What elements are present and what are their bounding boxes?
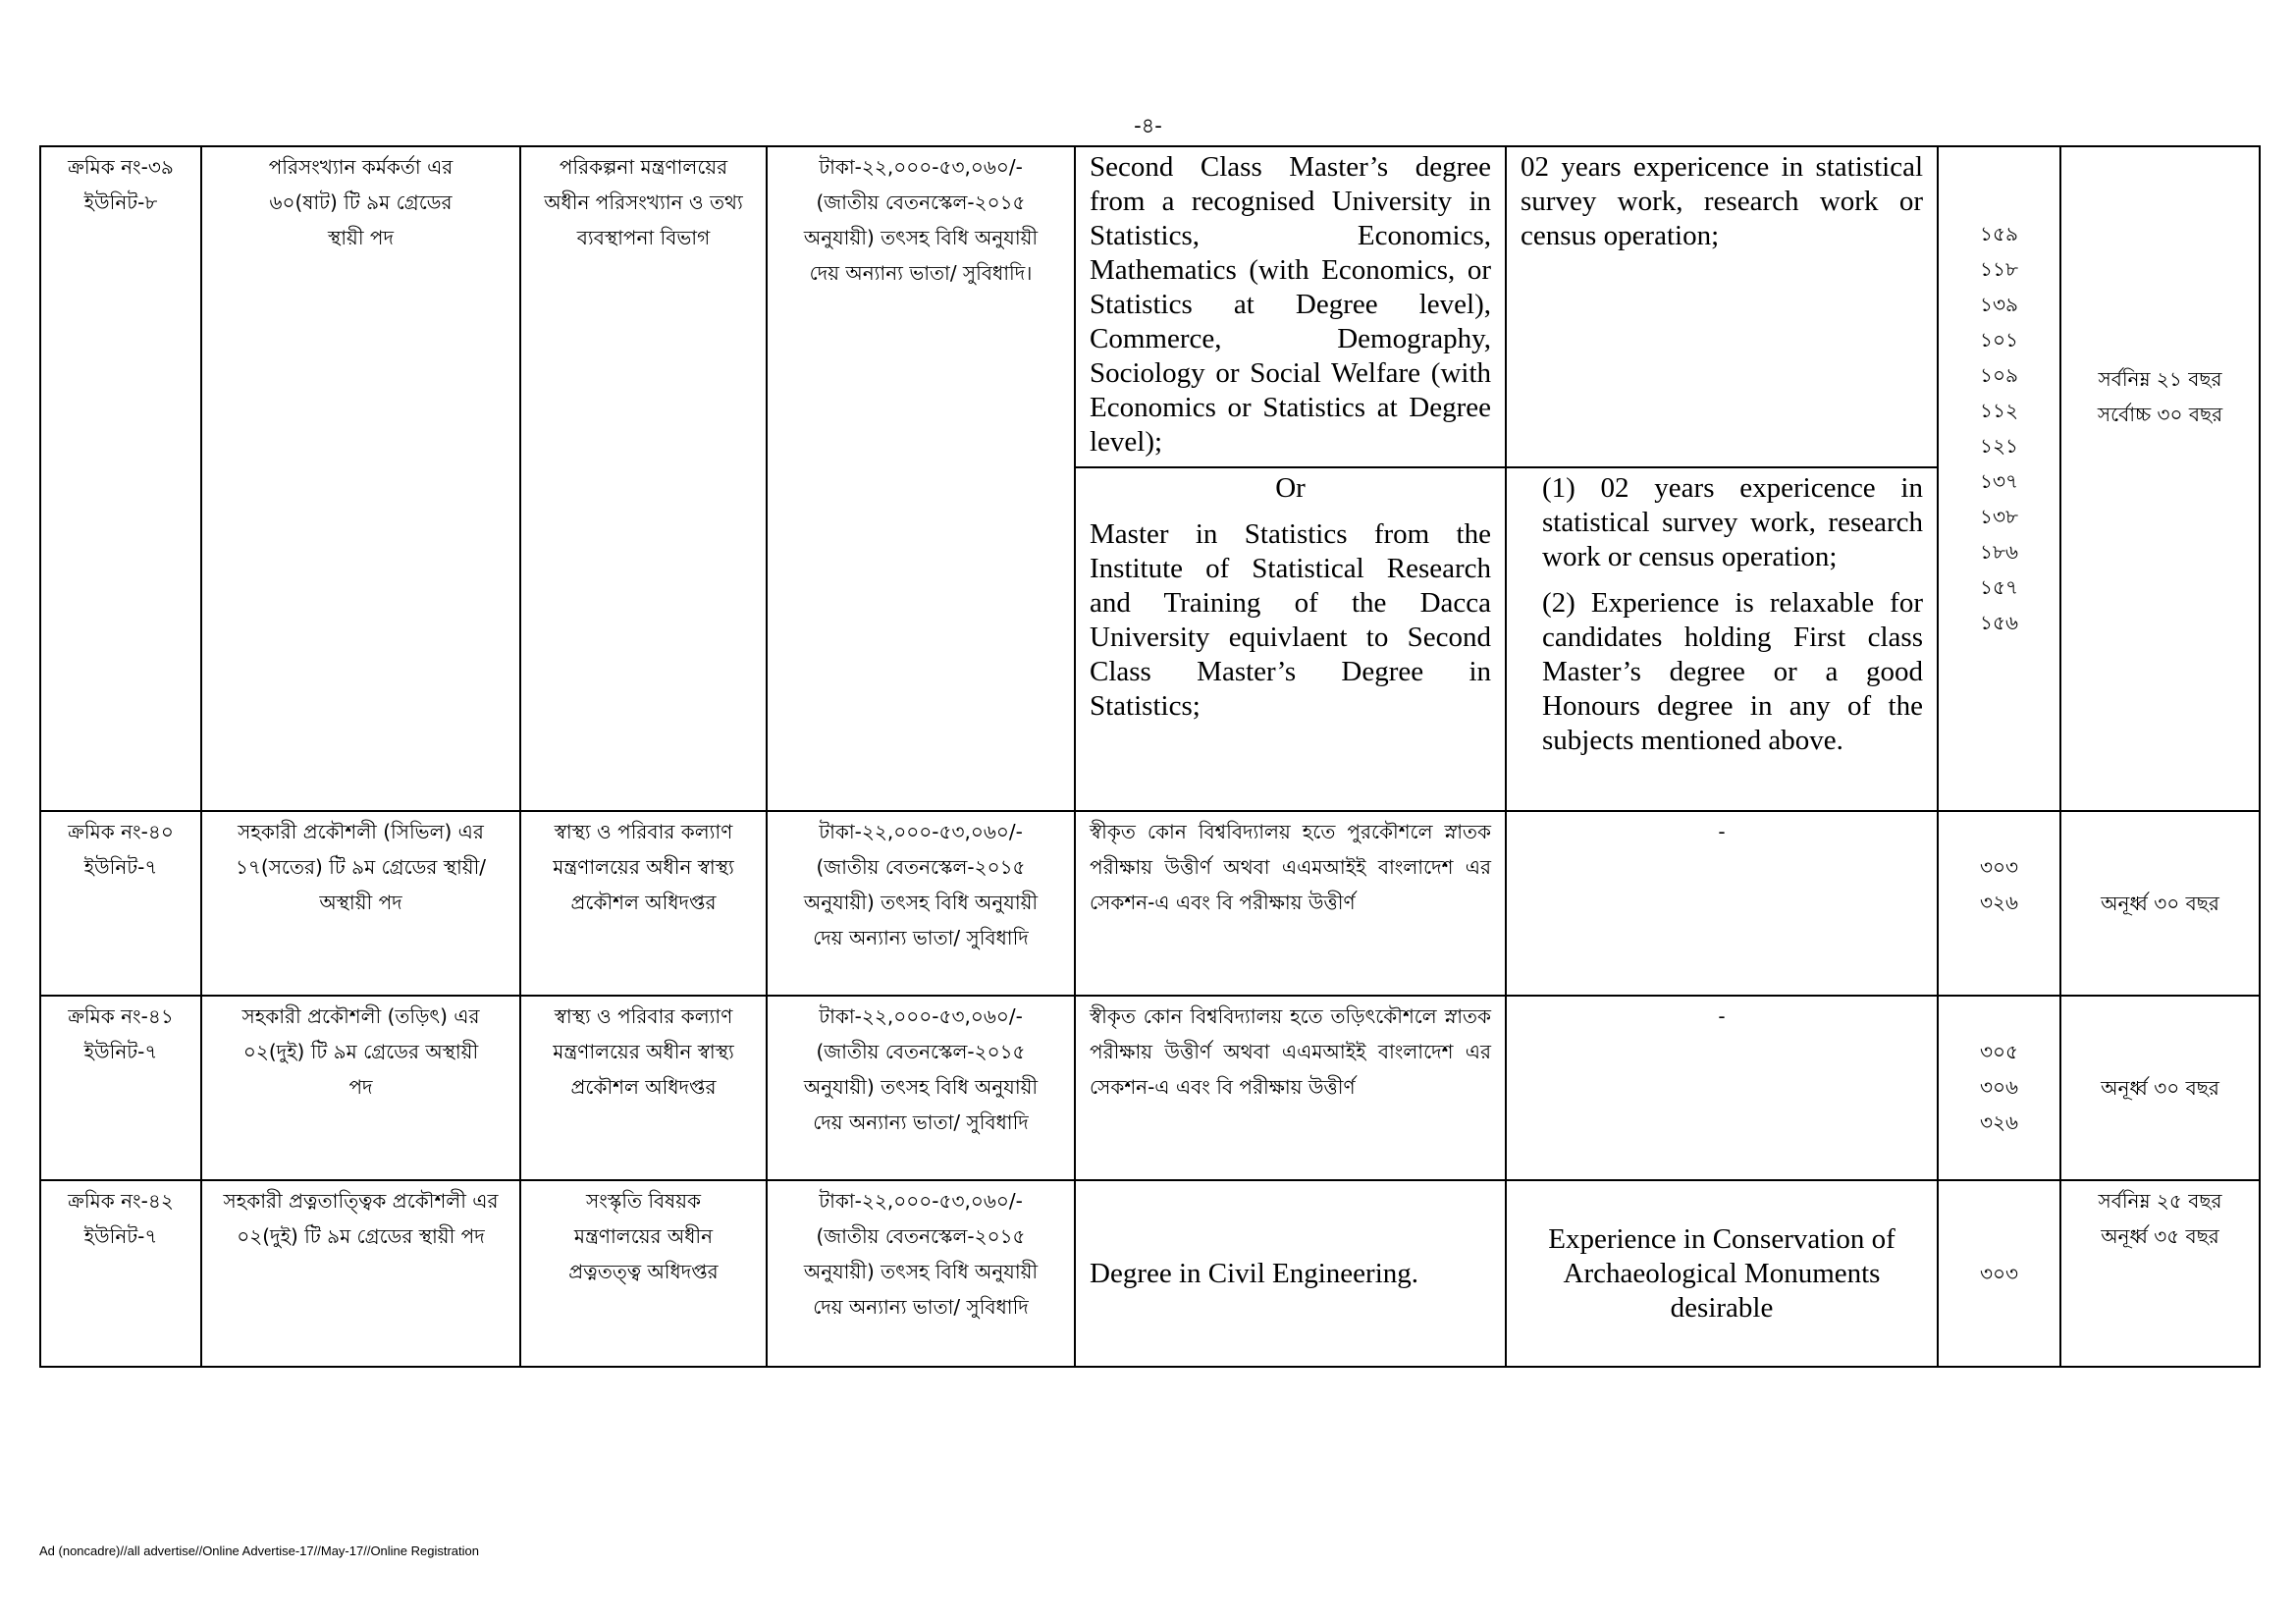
- subject-code: ১৫৬: [1980, 611, 2018, 634]
- subject-codes-cell: [1938, 146, 2060, 811]
- pay-scale-cell: টাকা-২২,০০০-৫৩,০৬০/- (জাতীয় বেতনস্কেল-২০১৫ অনুযায়ী) তৎসহ বিধি অনুযায়ী দেয় অন্যান্য ভাতা/ সুবিধাদি: [767, 1180, 1075, 1367]
- qualification-cell: Degree in Civil Engineering.: [1075, 1180, 1506, 1367]
- qualification-cell: স্বীকৃত কোন বিশ্ববিদ্যালয় হতে তড়িৎকৌশলে স্নাতক পরীক্ষায় উত্তীর্ণ অথবা এএমআইই বাংলাদেশ এর সেকশন-এ এবং বি পরীক্ষায় উত্তীর্ণ: [1075, 996, 1506, 1180]
- experience-cell: 02 years expericence in statistical survey work, research work or census operation;: [1506, 146, 1938, 467]
- ministry-cell: সংস্কৃতি বিষয়ক মন্ত্রণালয়ের অধীন প্রত্নতত্ত্ব অধিদপ্তর: [520, 1180, 767, 1367]
- ministry-cell: স্বাস্থ্য ও পরিবার কল্যাণ মন্ত্রণালয়ের অধীন স্বাস্থ্য প্রকৌশল অধিদপ্তর: [520, 811, 767, 996]
- subject-codes-cell: [1938, 996, 2060, 1180]
- subject-code: ১৩৯: [1980, 293, 2018, 316]
- experience-cell: Experience in Conservation of Archaeological Monuments desirable: [1506, 1180, 1938, 1367]
- table-row: [40, 146, 2260, 467]
- subject-code: ১১২: [1980, 399, 2018, 422]
- subject-code: ১১৮: [1980, 257, 2018, 281]
- code-list: [1945, 216, 2054, 640]
- serial-cell: ক্রমিক নং-৪০ ইউনিট-৭: [40, 811, 201, 996]
- age-limit-cell: অনূর্ধ্ব ৩০ বছর: [2060, 996, 2260, 1180]
- qualification-cell: Second Class Master’s degree from a recognised University in Statistics, Economics, Mathematics (with Economics, or Statistics at Degree level), Commerce, Demography, Sociology or Social Welfare (with Economics or Statistics at Degree level);: [1075, 146, 1506, 467]
- subject-code: ১২১: [1980, 434, 2018, 458]
- subject-code: ১০৯: [1980, 363, 2018, 387]
- subject-code: ১৫৯: [1980, 222, 2018, 245]
- pay-scale-cell: টাকা-২২,০০০-৫৩,০৬০/- (জাতীয় বেতনস্কেল-২০১৫ অনুযায়ী) তৎসহ বিধি অনুযায়ী দেয় অন্যান্য ভাতা/ সুবিধাদি।: [767, 146, 1075, 811]
- ministry-cell: স্বাস্থ্য ও পরিবার কল্যাণ মন্ত্রণালয়ের অধীন স্বাস্থ্য প্রকৌশল অধিদপ্তর: [520, 996, 767, 1180]
- subject-codes-cell: [1938, 811, 2060, 996]
- age-limit-cell: অনূর্ধ্ব ৩০ বছর: [2060, 811, 2260, 996]
- qualification-cell: স্বীকৃত কোন বিশ্ববিদ্যালয় হতে পুরকৌশলে স্নাতক পরীক্ষায় উত্তীর্ণ অথবা এএমআইই বাংলাদেশ এর সেকশন-এ এবং বি পরীক্ষায় উত্তীর্ণ: [1075, 811, 1506, 996]
- post-cell: সহকারী প্রকৌশলী (তড়িৎ) এর ০২(দুই) টি ৯ম গ্রেডের অস্থায়ী পদ: [201, 996, 520, 1180]
- table-row: [40, 996, 2260, 1180]
- subject-code: ১৩৮: [1980, 505, 2018, 528]
- serial-cell: ক্রমিক নং-৪১ ইউনিট-৭: [40, 996, 201, 1180]
- experience-cell: -: [1506, 811, 1938, 996]
- experience-clause-1: (1) 02 years expericence in statistical survey work, research work or census operation;: [1542, 472, 1923, 572]
- table-row: [40, 811, 2260, 996]
- subject-code: ৩০৫: [1980, 1040, 2018, 1063]
- qualification-alt-cell: [1075, 467, 1506, 811]
- pay-scale-cell: টাকা-২২,০০০-৫৩,০৬০/- (জাতীয় বেতনস্কেল-২০১৫ অনুযায়ী) তৎসহ বিধি অনুযায়ী দেয় অন্যান্য ভাতা/ সুবিধাদি: [767, 996, 1075, 1180]
- subject-code: ১৫৭: [1980, 575, 2018, 599]
- subject-code: ৩২৬: [1979, 1110, 2018, 1134]
- experience-cell: -: [1506, 996, 1938, 1180]
- subject-code: ১০১: [1980, 328, 2018, 352]
- recruitment-table: [39, 145, 2261, 1368]
- pay-scale-cell: টাকা-২২,০০০-৫৩,০৬০/- (জাতীয় বেতনস্কেল-২০১৫ অনুযায়ী) তৎসহ বিধি অনুযায়ী দেয় অন্যান্য ভাতা/ সুবিধাদি: [767, 811, 1075, 996]
- subject-code: ৩০৩: [1979, 1262, 2018, 1285]
- subject-code: ৩০৩: [1979, 855, 2018, 879]
- post-cell: সহকারী প্রকৌশলী (সিভিল) এর ১৭(সতের) টি ৯ম গ্রেডের স্থায়ী/অস্থায়ী পদ: [201, 811, 520, 996]
- subject-code: ৩০৬: [1979, 1075, 2018, 1099]
- serial-cell: ক্রমিক নং-৩৯ ইউনিট-৮: [40, 146, 201, 811]
- page-number: -৪-: [1134, 114, 1162, 137]
- qualification-alt-text: Master in Statistics from the Institute of Statistical Research and Training of the Dacca University equivlaent to Second Class Master’s Degree in Statistics;: [1090, 518, 1491, 722]
- serial-cell: ক্রমিক নং-৪২ ইউনিট-৭: [40, 1180, 201, 1367]
- subject-code: ১৮৬: [1980, 540, 2018, 564]
- subject-code: ৩২৬: [1979, 891, 2018, 914]
- experience-clause-2: (2) Experience is relaxable for candidates holding First class Master’s degree or a good Honours degree in any of the subjects mentioned above.: [1542, 587, 1923, 756]
- table-row: [40, 1180, 2260, 1367]
- subject-codes-cell: [1938, 1180, 2060, 1367]
- ministry-cell: পরিকল্পনা মন্ত্রণালয়ের অধীন পরিসংখ্যান ও তথ্য ব্যবস্থাপনা বিভাগ: [520, 146, 767, 811]
- age-limit-cell: সর্বনিম্ন ২১ বছর সর্বোচ্চ ৩০ বছর: [2060, 146, 2260, 811]
- subject-code: ১৩৭: [1980, 469, 2018, 493]
- experience-alt-cell: [1506, 467, 1938, 811]
- or-label: Or: [1275, 472, 1306, 504]
- age-limit-cell: সর্বনিম্ন ২৫ বছর অনূর্ধ্ব ৩৫ বছর: [2060, 1180, 2260, 1367]
- footer-path: Ad (noncadre)//all advertise//Online Advertise-17//May-17//Online Registration: [39, 1543, 479, 1558]
- post-cell: পরিসংখ্যান কর্মকর্তা এর ৬০(ষাট) টি ৯ম গ্রেডের স্থায়ী পদ: [201, 146, 520, 811]
- post-cell: সহকারী প্রত্নতাত্ত্বিক প্রকৌশলী এর ০২(দুই) টি ৯ম গ্রেডের স্থায়ী পদ: [201, 1180, 520, 1367]
